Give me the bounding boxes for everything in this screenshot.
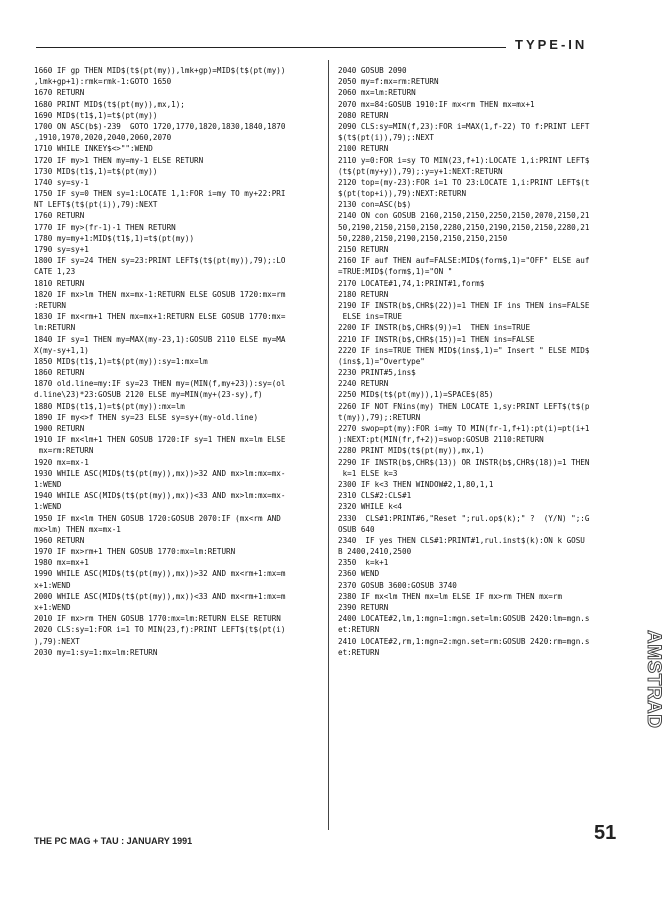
code-line: (ins$,1)="Overtype" — [338, 356, 425, 366]
code-line: :RETURN — [34, 300, 67, 310]
code-line: 1860 RETURN — [34, 368, 85, 378]
code-line: 1760 RETURN — [34, 211, 85, 221]
code-line: 1720 IF my>1 THEN my=my-1 ELSE RETURN — [34, 155, 204, 165]
code-line: 2320 WHILE k<4 — [338, 502, 403, 512]
code-line: 2270 swop=pt(my):FOR i=my TO MIN(fr-1,f+1):pt(i)=pt(i+1 — [338, 424, 590, 433]
code-line: 2080 RETURN — [338, 110, 389, 120]
code-line: 1960 RETURN — [34, 535, 85, 545]
code-line: OSUB 640 — [338, 524, 375, 534]
code-line: 2050 my=f:mx=rm:RETURN — [338, 77, 439, 87]
code-line: x+1:WEND — [34, 603, 71, 612]
code-line: 2200 IF INSTR(b$,CHR$(9))=1 THEN ins=TRUE — [338, 323, 531, 333]
page-number: 51 — [594, 822, 617, 844]
code-line: 1930 WHILE ASC(MID$(t$(pt(my)),mx))>32 AND mx>lm:mx=mx- — [34, 468, 286, 478]
code-line: 1680 PRINT MID$(t$(pt(my)),mx,1); — [34, 99, 185, 109]
code-line: 2330 CLS#1:PRINT#6,"Reset ";rul.op$(k);" ? (Y/N) ";:G — [338, 513, 590, 523]
code-line: 50,2280,2150,2190,2150,2150,2150,2150 — [338, 233, 508, 243]
code-line: 2110 y=0:FOR i=sy TO MIN(23,f+1):LOCATE 1,i:PRINT LEFT$ — [338, 155, 590, 165]
code-line: 2040 GOSUB 2090 — [338, 66, 407, 75]
code-line: mx=rm:RETURN — [34, 446, 94, 456]
code-line: 1890 IF my<>f THEN sy=23 ELSE sy=sy+(my-old.line) — [34, 412, 259, 422]
code-line: 2260 IF NOT FNins(my) THEN LOCATE 1,sy:PRINT LEFT$(t$(p — [338, 401, 590, 411]
code-line: 2160 IF auf THEN auf=FALSE:MID$(form$,1)="OFF" ELSE auf — [338, 256, 590, 266]
code-line: 1750 IF sy=0 THEN sy=1:LOCATE 1,1:FOR i=my TO my+22:PRI — [34, 189, 286, 199]
code-line: 1740 sy=sy-1 — [34, 177, 89, 187]
code-line: ):NEXT:pt(MIN(fr,f+2))=swop:GOSUB 2110:RETURN — [338, 435, 544, 445]
code-line: 1940 WHILE ASC(MID$(t$(pt(my)),mx))<33 AND mx>lm:mx=mx- — [34, 491, 286, 501]
code-line: 1790 sy=sy+1 — [34, 245, 89, 254]
code-line: lm:RETURN — [34, 323, 76, 333]
code-line: ),79):NEXT — [34, 636, 80, 646]
code-line: k=1 ELSE k=3 — [338, 468, 398, 478]
code-line: 2030 my=1:sy=1:mx=lm:RETURN — [34, 647, 158, 657]
code-line: 2310 CLS#2:CLS#1 — [338, 491, 412, 501]
code-line: 2280 PRINT MID$(t$(pt(my)),mx,1) — [338, 446, 485, 456]
code-line: 1700 ON ASC(b$)-239 GOTO 1720,1770,1820,1830,1840,1870 — [34, 121, 286, 131]
code-line: t(my)),79);:RETURN — [338, 412, 421, 422]
code-line: 1970 IF mx>rm+1 THEN GOSUB 1770:mx=lm:RETURN — [34, 547, 236, 557]
code-line: 1850 MID$(t1$,1)=t$(pt(my)):sy=1:mx=lm — [34, 356, 208, 366]
code-line: 2170 LOCATE#1,74,1:PRINT#1,form$ — [338, 278, 485, 288]
side-label — [643, 628, 663, 808]
code-line: NT LEFT$(t$(pt(i)),79):NEXT — [34, 200, 158, 210]
code-line: 2020 CLS:sy=1:FOR i=1 TO MIN(23,f):PRINT LEFT$(t$(pt(i) — [34, 625, 286, 635]
code-line: 2120 top=(my-23):FOR i=1 TO 23:LOCATE 1,i:PRINT LEFT$(t — [338, 177, 590, 187]
code-line: B 2400,2410,2500 — [338, 547, 412, 557]
code-line: 1:WEND — [34, 502, 62, 512]
header-rule — [36, 47, 506, 48]
code-line: mx>lm) THEN mx=mx-1 — [34, 524, 121, 534]
code-line: =TRUE:MID$(form$,1)="ON " — [338, 267, 453, 277]
code-line: 1820 IF mx>lm THEN mx=mx-1:RETURN ELSE GOSUB 1720:mx=rm — [34, 289, 286, 299]
code-line: 2220 IF ins=TRUE THEN MID$(ins$,1)=" Insert " ELSE MID$ — [338, 345, 590, 355]
code-line: 1670 RETURN — [34, 88, 85, 98]
section-title: TYPE-IN — [515, 37, 588, 52]
code-line: 1950 IF mx<lm THEN GOSUB 1720:GOSUB 2070:IF (mx<rm AND — [34, 513, 281, 523]
code-line: 2370 GOSUB 3600:GOSUB 3740 — [338, 580, 457, 590]
code-line: $(pt(top+i)),79):NEXT:RETURN — [338, 189, 467, 199]
column-divider — [328, 60, 329, 830]
footer-publication: THE PC MAG + TAU : JANUARY 1991 — [34, 836, 193, 846]
code-line: 1880 MID$(t1$,1)=t$(pt(my)):mx=lm — [34, 401, 185, 411]
right-code-column — [338, 65, 628, 658]
code-line: X(my-sy+1,1) — [34, 345, 89, 355]
code-line: 2060 mx=lm:RETURN — [338, 88, 416, 98]
code-line: et:RETURN — [338, 647, 380, 657]
code-line: CATE 1,23 — [34, 267, 76, 277]
code-line: 1810 RETURN — [34, 278, 85, 288]
code-line: 2350 k=k+1 — [338, 558, 389, 568]
code-line: 2410 LOCATE#2,rm,1:mgn=2:mgn.set=rm:GOSUB 2420:rm=mgn.s — [338, 636, 590, 646]
code-line: 50,2190,2150,2150,2150,2280,2150,2190,2150,2150,2280,21 — [338, 222, 590, 232]
side-label-text: AMSTRAD — [643, 630, 664, 729]
code-line: 2000 WHILE ASC(MID$(t$(pt(my)),mx))<33 AND mx<rm+1:mx=m — [34, 591, 286, 601]
code-line: 1900 RETURN — [34, 424, 85, 433]
code-line: 2240 RETURN — [338, 379, 389, 389]
code-line: 2390 RETURN — [338, 603, 389, 612]
code-line: 1710 WHILE INKEY$<>"":WEND — [34, 144, 153, 154]
code-line: 2380 IF mx<lm THEN mx=lm ELSE IF mx>rm THEN mx=rm — [338, 591, 563, 601]
left-code-column — [34, 65, 324, 658]
code-line: ELSE ins=TRUE — [338, 312, 403, 322]
code-line: 2300 IF k<3 THEN WINDOW#2,1,80,1,1 — [338, 479, 494, 489]
code-line: 2210 IF INSTR(b$,CHR$(15))=1 THEN ins=FALSE — [338, 334, 535, 344]
code-line: 2010 IF mx>rm THEN GOSUB 1770:mx=lm:RETURN ELSE RETURN — [34, 614, 281, 624]
code-line: 1770 IF my>(fr-1)-1 THEN RETURN — [34, 222, 176, 232]
code-line: 2140 ON con GOSUB 2160,2150,2150,2250,2150,2070,2150,21 — [338, 211, 590, 221]
code-line: 1780 my=my+1:MID$(t1$,1)=t$(pt(my)) — [34, 233, 195, 243]
code-line: 1980 mx=mx+1 — [34, 558, 89, 568]
code-line: 1990 WHILE ASC(MID$(t$(pt(my)),mx))>32 AND mx<rm+1:mx=m — [34, 569, 286, 579]
code-line: 2230 PRINT#5,ins$ — [338, 368, 416, 378]
code-line: x+1:WEND — [34, 580, 71, 590]
code-line: ,1910,1970,2020,2040,2060,2070 — [34, 133, 172, 143]
code-line: 1920 mx=mx-1 — [34, 457, 89, 467]
code-line: 2130 con=ASC(b$) — [338, 200, 412, 210]
code-line: 2090 CLS:sy=MIN(f,23):FOR i=MAX(1,f-22) TO f:PRINT LEFT — [338, 121, 590, 131]
code-line: 2290 IF INSTR(b$,CHR$(13)) OR INSTR(b$,CHR$(18))=1 THEN — [338, 457, 590, 467]
code-line: 1870 old.line=my:IF sy=23 THEN my=(MIN(f,my+23)):sy=(ol — [34, 379, 286, 389]
code-line: 2100 RETURN — [338, 144, 389, 154]
code-line: 2190 IF INSTR(b$,CHR$(22))=1 THEN IF ins THEN ins=FALSE — [338, 300, 590, 310]
code-line: 2070 mx=84:GOSUB 1910:IF mx<rm THEN mx=mx+1 — [338, 99, 535, 109]
code-line: 2150 RETURN — [338, 245, 389, 254]
code-line: 1:WEND — [34, 479, 62, 489]
code-line: 1660 IF gp THEN MID$(t$(pt(my)),lmk+gp)=MID$(t$(pt(my)) — [34, 66, 286, 75]
code-line: d.line\23)*23:GOSUB 2120 ELSE my=MIN(my+(23-sy),f) — [34, 390, 263, 400]
code-line: 1730 MID$(t1$,1)=t$(pt(my)) — [34, 166, 158, 176]
code-line: 1830 IF mx<rm+1 THEN mx=mx+1:RETURN ELSE GOSUB 1770:mx= — [34, 312, 286, 322]
code-line: (t$(pt(my+y)),79);:y=y+1:NEXT:RETURN — [338, 166, 503, 176]
code-line: ,lmk+gp+1):rmk=rmk-1:GOTO 1650 — [34, 77, 172, 87]
code-line: 2400 LOCATE#2,lm,1:mgn=1:mgn.set=lm:GOSUB 2420:lm=mgn.s — [338, 614, 590, 624]
code-line: 1910 IF mx<lm+1 THEN GOSUB 1720:IF sy=1 THEN mx=lm ELSE — [34, 435, 286, 445]
code-line: 1800 IF sy=24 THEN sy=23:PRINT LEFT$(t$(pt(my)),79);:LO — [34, 256, 286, 266]
code-line: 2180 RETURN — [338, 289, 389, 299]
code-line: 2340 IF yes THEN CLS#1:PRINT#1,rul.inst$(k):ON k GOSU — [338, 535, 585, 545]
code-line: 2250 MID$(t$(pt(my)),1)=SPACE$(85) — [338, 390, 494, 400]
code-line: 1690 MID$(t1$,1)=t$(pt(my)) — [34, 110, 158, 120]
code-line: et:RETURN — [338, 625, 380, 635]
code-line: 2360 WEND — [338, 569, 380, 579]
code-line: $(t$(pt(i)),79);:NEXT — [338, 133, 435, 143]
code-line: 1840 IF sy=1 THEN my=MAX(my-23,1):GOSUB 2110 ELSE my=MA — [34, 334, 286, 344]
